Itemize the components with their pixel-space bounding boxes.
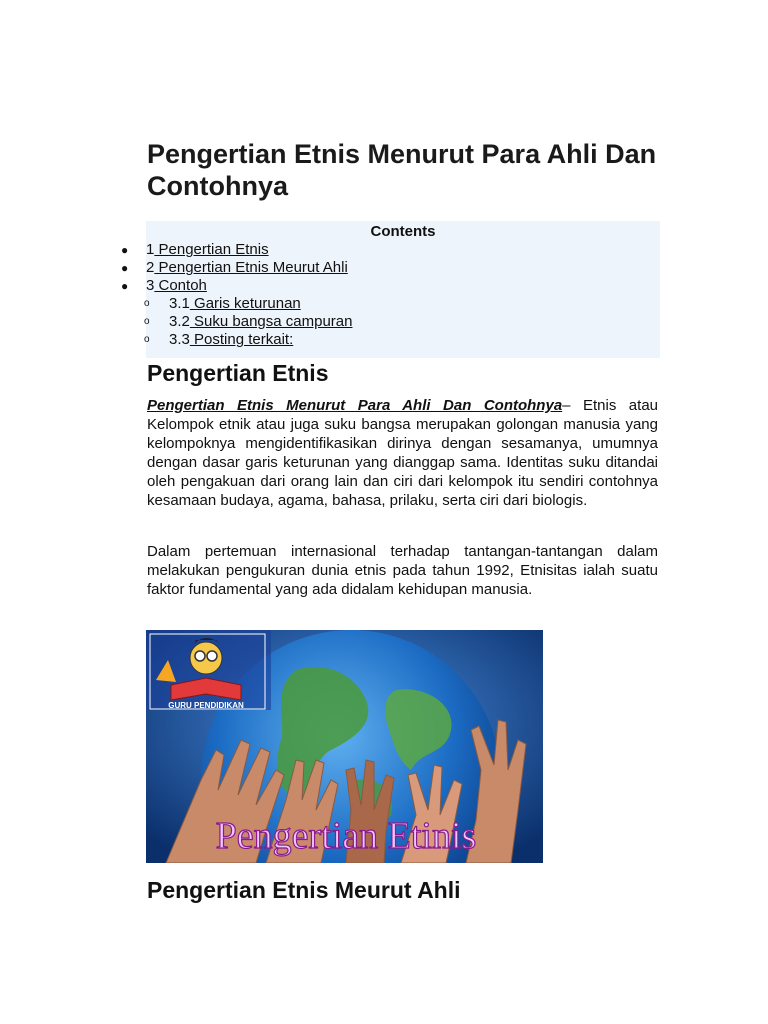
paragraph-international: Dalam pertemuan internasional terhadap tantangan-tantangan dalam melakukan pengukuran dunia etnis pada tahun 1992, Etnisitas ialah suatu faktor fundamental yang ada didalam kehidupan manusia. [147,543,658,598]
bullet-circle-icon: o [144,298,150,309]
bullet-disc-icon: ● [121,261,129,275]
bullet-disc-icon: ● [121,279,129,293]
toc-link-posting-terkait[interactable]: Posting terkait: [189,331,294,348]
toc-item: ● 2 Pengertian Etnis Meurut Ahli [121,259,348,276]
section-heading-pengertian-etnis: Pengertian Etnis [147,360,329,386]
toc-item: o 3.3 Posting terkait: [144,331,294,348]
globe-hands-illustration [146,630,543,863]
lead-link[interactable]: Pengertian Etnis Menurut Para Ahli Dan Contohnya [147,397,563,414]
article-title: Pengertian Etnis Menurut Para Ahli Dan Contohnya [147,139,657,201]
toc-link-contoh[interactable]: Contoh [154,277,207,294]
bullet-circle-icon: o [144,334,150,345]
toc-item: o 3.1 Garis keturunan [144,295,301,312]
table-of-contents [121,221,660,358]
toc-item: ● 1 Pengertian Etnis [121,241,269,258]
article-image [146,630,543,863]
toc-link-garis-keturunan[interactable]: Garis keturunan [189,295,301,312]
toc-link-pengertian-ahli[interactable]: Pengertian Etnis Meurut Ahli [154,259,348,276]
article-header [147,138,659,233]
logo-text: GURU PENDIDIKAN [168,701,244,710]
toc-item: o 3.2 Suku bangsa campuran [144,313,353,330]
toc-title: Contents [370,223,436,240]
toc-link-suku-bangsa[interactable]: Suku bangsa campuran [189,313,353,330]
paragraph-definition: Pengertian Etnis Menurut Para Ahli Dan Contohnya– Etnis atau Kelompok etnik atau juga suku bangsa merupakan golongan manusia yang kelompoknya mengidentifikasikan dirinya dengan sesamanya, umumnya dengan dasar garis keturunan yang dianggap sama. Identitas suku ditandai oleh pengakuan dari orang lain dan ciri dari kelompok itu sendiri contohnya kesamaan budaya, agama, bahasa, prilaku, serta ciri dari biologis. [147,397,659,509]
section-heading-pengertian-ahli: Pengertian Etnis Meurut Ahli [147,877,461,903]
toc-link-pengertian-etnis[interactable]: Pengertian Etnis [154,241,269,258]
bullet-circle-icon: o [144,316,150,327]
toc-list [121,241,353,349]
bullet-disc-icon: ● [121,243,129,257]
toc-item: ● 3 Contoh [121,277,207,294]
image-caption: Pengertian Etinis [215,815,477,857]
